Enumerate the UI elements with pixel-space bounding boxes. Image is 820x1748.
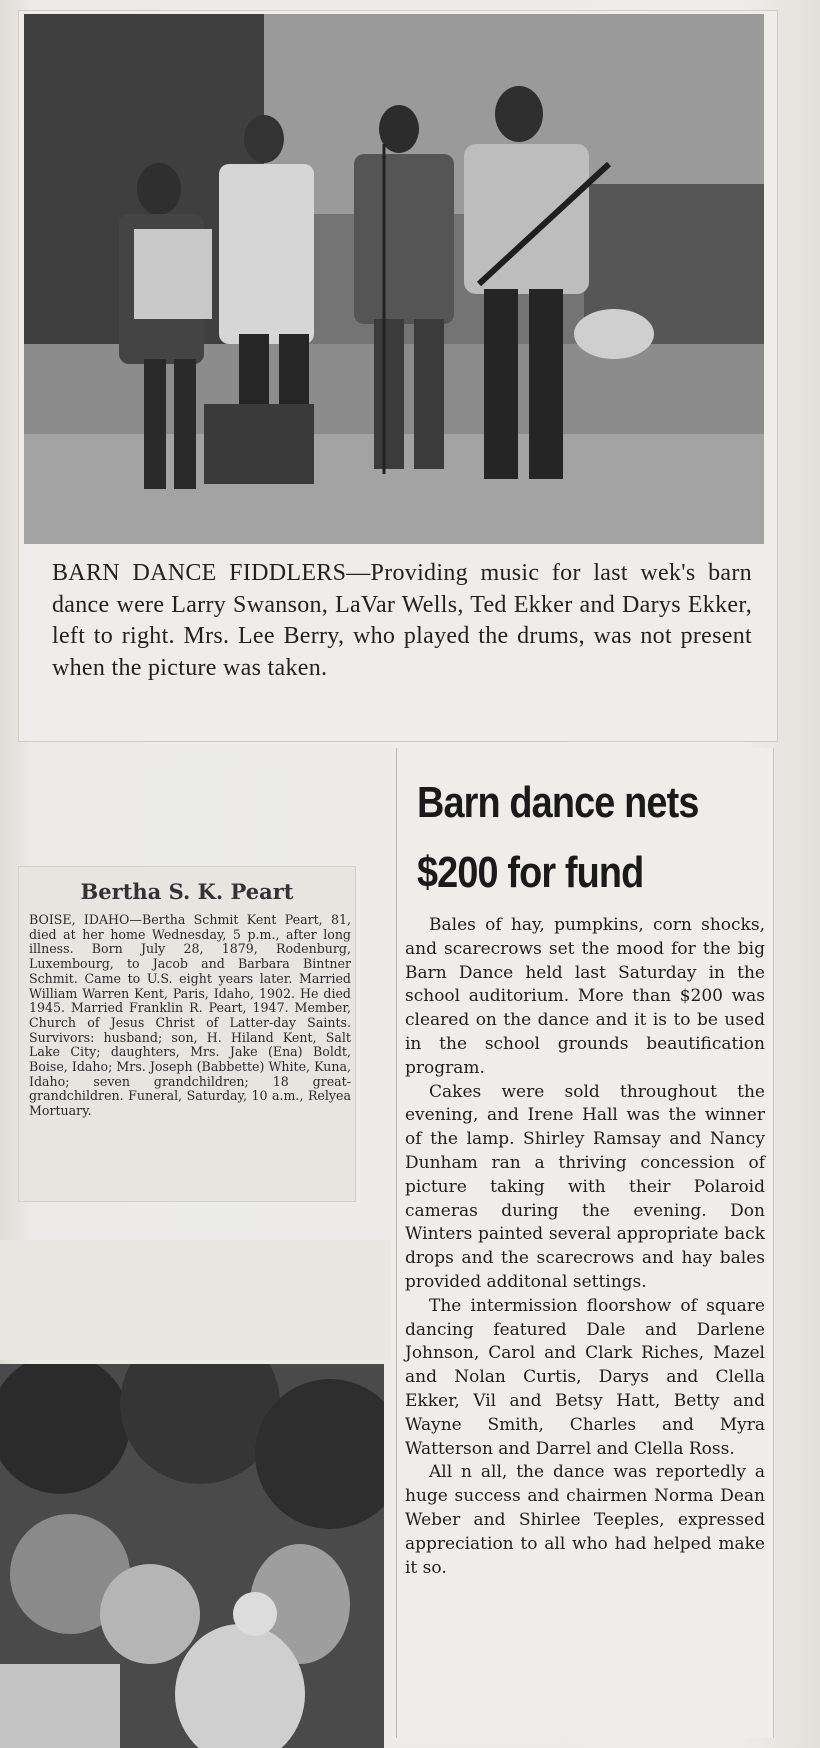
band-photo-image [24, 14, 764, 544]
obituary-clipping [18, 866, 356, 1202]
article-paragraph: Cakes were sold throughout the evening, and Irene Hall was the winner of the lamp. Shirley Ramsay and Nancy Dunham ran a thriving concession of picture taking with their Polaroid cameras during the evening. Don Winters painted several appropriate back drops and the scarecrows and hay bales provided additonal settings. [405, 1081, 765, 1292]
torn-paper-area [0, 1240, 390, 1360]
article-paragraph: All n all, the dance was reportedly a huge success and chairmen Norma Dean Weber and Shirlee Teeples, expressed appreciation to all who had helped make it so. [405, 1462, 765, 1578]
bottom-photo [0, 1364, 384, 1748]
article-paragraph: The intermission floorshow of square dancing featured Dale and Darlene Johnson, Carol and Clark Riches, Mazel and Nolan Curtis, Darys and Clella Ekker, Vil and Betsy Hatt, Betty and Wayne Smith, Charles and Myra Watterson and Darrel and Clella Ross. [405, 1295, 765, 1459]
article-paragraph: Bales of hay, pumpkins, corn shocks, and scarecrows set the mood for the big Barn Dance held last Saturday in the school auditorium. More than $200 was cleared on the dance and it is to be used in the school grounds beautification program. [405, 915, 765, 1078]
obituary-text: BOISE, IDAHO—Bertha Schmit Kent Peart, 81, died at her home Wednesday, 5 p.m., after long illness. Born July 28, 1879, Rodenburg, Luxembourg, to Jacob and Barbara Bintner Schmit. Came to U.S. eight years later. Married William Warren Kent, Paris, Idaho, 1902. He died 1945. Married Franklin R. Peart, 1947. Member, Church of Jesus Christ of Latter-day Saints. Survivors: husband; son, H. Hiland Kent, Salt Lake City; daughters, Mrs. Jake (Ena) Boldt, Boise, Idaho; Mrs. Joseph (Babbette) White, Kuna, Idaho; seven grandchildren; 18 great-grandchildren. Funeral, Saturday, 10 a.m., Relyea Mortuary. [29, 912, 351, 1119]
photo-caption [52, 558, 752, 684]
caption-lead: BARN DANCE FIDDLERS [52, 560, 347, 586]
band-photo [24, 14, 764, 544]
article-headline [417, 768, 718, 908]
obituary-title: Bertha S. K. Peart [80, 879, 294, 904]
caption-text: —Providing music for last wek's barn dance were Larry Swanson, LaVar Wells, Ted Ekker and Darys Ekker, left to right. Mrs. Lee Berry, who played the drums, was not present when the picture was taken. [52, 560, 752, 681]
bottom-photo-image [0, 1364, 384, 1748]
article-clipping [396, 748, 774, 1738]
article-body [405, 914, 765, 1580]
headline-line-1: Barn dance nets [417, 778, 699, 827]
headline-line-2: $200 for fund [417, 848, 644, 897]
